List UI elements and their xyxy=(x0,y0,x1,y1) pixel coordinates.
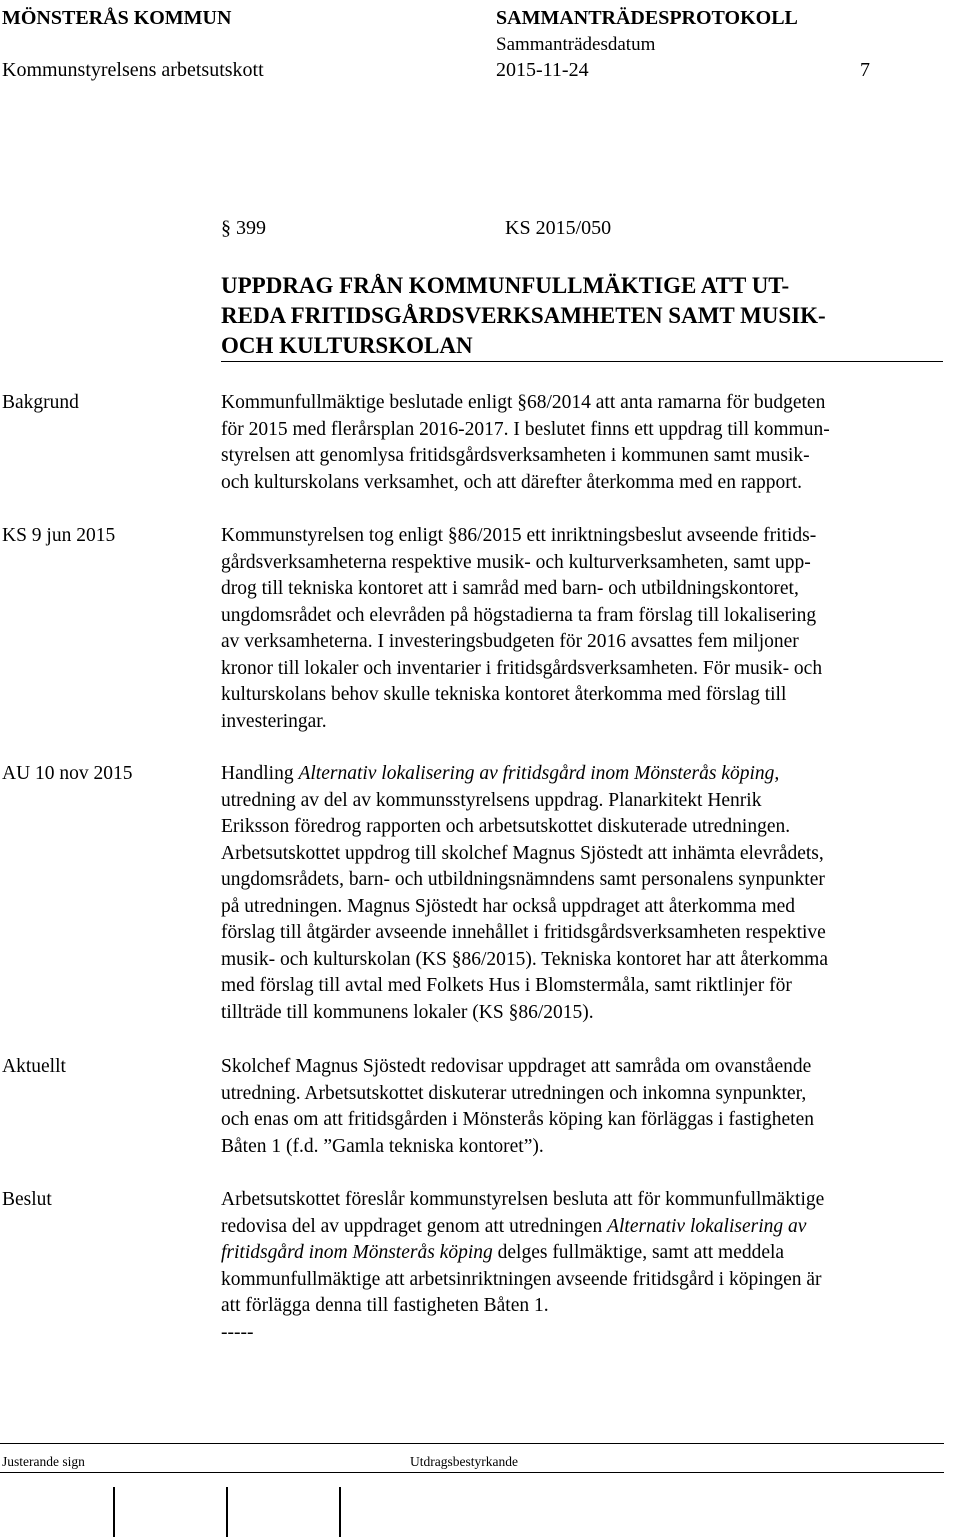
text-line xyxy=(221,1134,940,1161)
title-line: OCH KULTURSKOLAN xyxy=(221,333,473,358)
section-label: Aktuellt xyxy=(2,1056,66,1077)
text-run: musik- och kulturskolan (KS §86/2015). Tekniska kontoret har att återkomma xyxy=(221,948,828,970)
italic-text: fritidsgård inom Mönsterås köping xyxy=(221,1242,493,1263)
text-run: ungdomsrådet och elevråden på högstadierna ta fram förslag till lokalisering xyxy=(221,604,817,626)
text-line xyxy=(221,550,940,577)
italic-text: Alternativ lokalisering av xyxy=(607,1215,807,1237)
section-text xyxy=(221,390,940,496)
text-line xyxy=(221,920,940,947)
text-line xyxy=(221,576,940,603)
text-run: att förlägga denna till fastigheten Båten 1. xyxy=(221,1295,549,1316)
text-run: på utredningen. Magnus Sjöstedt har också uppdraget att återkomma med xyxy=(221,895,796,917)
footer-bottom-rule xyxy=(0,1472,944,1473)
text-line xyxy=(221,1267,940,1294)
text-line xyxy=(221,523,940,550)
text-line xyxy=(221,629,940,656)
text-run: för 2015 med flerårsplan 2016-2017. I beslutet finns ett uppdrag till kommun- xyxy=(221,418,830,440)
section-label: Beslut xyxy=(2,1189,52,1210)
text-line xyxy=(221,867,940,894)
text-line xyxy=(221,841,940,868)
text-run: kommunfullmäktige att arbetsinriktningen avseende fritidsgård i köpingen är xyxy=(221,1268,822,1290)
text-line xyxy=(221,656,940,683)
text-run: av verksamheterna. I investeringsbudgeten för 2016 avsattes fem miljoner xyxy=(221,631,799,652)
signature-box-divider xyxy=(339,1487,341,1537)
text-run: Kommunfullmäktige beslutade enligt §68/2014 att anta ramarna för budgeten xyxy=(221,392,826,413)
title-line: UPPDRAG FRÅN KOMMUNFULLMÄKTIGE ATT UT- xyxy=(221,273,790,298)
text-run: och enas om att fritidsgården i Mönsterås köping kan förläggas i fastigheten xyxy=(221,1109,814,1130)
section-label: AU 10 nov 2015 xyxy=(2,763,133,784)
text-line xyxy=(221,1240,940,1267)
text-line xyxy=(221,1187,940,1214)
document-type: SAMMANTRÄDESPROTOKOLL xyxy=(496,7,798,29)
text-run: Arbetsutskottet uppdrog till skolchef Magnus Sjöstedt att inhämta elevrådets, xyxy=(221,842,824,864)
text-run: ----- xyxy=(221,1321,254,1343)
text-line xyxy=(221,417,940,444)
title-line: REDA FRITIDSGÅRDSVERKSAMHETEN SAMT MUSIK- xyxy=(221,303,826,328)
text-line xyxy=(221,1054,940,1081)
text-run: utredning. Arbetsutskottet diskuterar utredningen och inkomna synpunkter, xyxy=(221,1082,807,1104)
page-number: 7 xyxy=(860,59,870,81)
section-label: Bakgrund xyxy=(2,392,79,413)
section-text xyxy=(221,523,940,735)
text-line xyxy=(221,390,940,417)
signature-box-divider xyxy=(226,1487,228,1537)
text-line xyxy=(221,1081,940,1108)
case-number: KS 2015/050 xyxy=(505,217,612,239)
section-label: KS 9 jun 2015 xyxy=(2,525,116,546)
text-line xyxy=(221,682,940,709)
text-run: ungdomsrådets, barn- och utbildningsnämndens samt personalens synpunkter xyxy=(221,869,825,890)
text-line xyxy=(221,788,940,815)
italic-text: Alternativ lokalisering av fritidsgård inom Mönsterås köping, xyxy=(298,763,780,784)
text-run: Handling xyxy=(221,763,299,784)
text-run: med förslag till avtal med Folkets Hus i Blomstermåla, samt riktlinjer för xyxy=(221,975,792,996)
text-run: kronor till lokaler och inventarier i fritidsgårdsverksamheten. För musik- och xyxy=(221,657,823,679)
text-run: gårdsverksamheterna respektive musik- och kulturverksamheten, samt upp- xyxy=(221,551,811,573)
paragraph-number: § 399 xyxy=(221,217,266,239)
text-run: och kulturskolans verksamhet, och att därefter återkomma med en rapport. xyxy=(221,471,803,493)
text-run: investeringar. xyxy=(221,710,327,732)
text-run: styrelsen att genomlysa fritidsgårdsverksamheten i kommunen samt musik- xyxy=(221,445,810,466)
text-line xyxy=(221,894,940,921)
text-run: förslag till åtgärder avseende innehållet i fritidsgårdsverksamheten respektive xyxy=(221,922,826,943)
text-run: Båten 1 (f.d. ”Gamla tekniska kontoret”). xyxy=(221,1135,544,1157)
text-run: Arbetsutskottet föreslår kommunstyrelsen besluta att för kommunfullmäktige xyxy=(221,1189,825,1210)
date-label: Sammanträdesdatum xyxy=(496,34,656,55)
footer-top-rule xyxy=(0,1443,944,1444)
signature-box-divider xyxy=(113,1487,115,1537)
text-line xyxy=(221,1293,940,1320)
text-run: Kommunstyrelsen tog enligt §86/2015 ett inriktningsbeslut avseende fritids- xyxy=(221,525,817,546)
signature-label: Justerande sign xyxy=(2,1454,85,1469)
text-line xyxy=(221,1214,940,1241)
meeting-date: 2015-11-24 xyxy=(496,59,589,81)
text-line xyxy=(221,761,940,788)
title-underline xyxy=(221,361,943,362)
text-line xyxy=(221,973,940,1000)
text-line xyxy=(221,1000,940,1027)
text-line xyxy=(221,470,940,497)
text-line xyxy=(221,603,940,630)
certification-label: Utdragsbestyrkande xyxy=(410,1454,518,1469)
text-run: Skolchef Magnus Sjöstedt redovisar uppdraget att samråda om ovanstående xyxy=(221,1056,812,1077)
text-run: utredning av del av kommunsstyrelsens uppdrag. Planarkitekt Henrik xyxy=(221,789,762,811)
text-run: drog till tekniska kontoret att i samråd med barn- och utbildningskontoret, xyxy=(221,578,799,599)
text-run: redovisa del av uppdraget genom att utredningen xyxy=(221,1215,608,1237)
text-line xyxy=(221,443,940,470)
text-line xyxy=(221,1107,940,1134)
text-run: tillträde till kommunens lokaler (KS §86/2015). xyxy=(221,1001,594,1023)
org-name: MÖNSTERÅS KOMMUN xyxy=(2,7,232,29)
section-text xyxy=(221,761,940,1026)
text-line xyxy=(221,947,940,974)
text-run: kulturskolans behov skulle tekniska kontoret återkomma med förslag till xyxy=(221,684,787,705)
section-text xyxy=(221,1187,940,1346)
text-line xyxy=(221,1320,940,1347)
committee-name: Kommunstyrelsens arbetsutskott xyxy=(2,59,264,81)
item-title xyxy=(221,271,826,361)
section-text xyxy=(221,1054,940,1160)
text-line xyxy=(221,709,940,736)
text-line xyxy=(221,814,940,841)
text-run: delges fullmäktige, samt att meddela xyxy=(492,1242,785,1263)
text-run: Eriksson föredrog rapporten och arbetsutskottet diskuterade utredningen. xyxy=(221,816,791,837)
